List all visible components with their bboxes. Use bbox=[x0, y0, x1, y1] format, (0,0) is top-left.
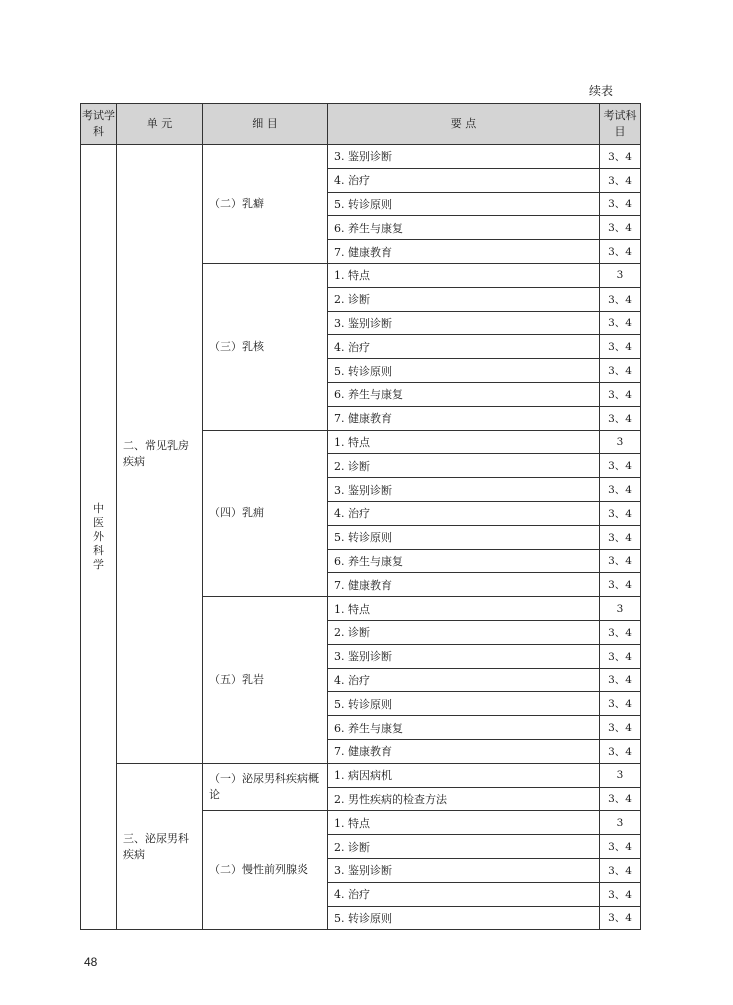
level-cell: 3、4 bbox=[600, 692, 641, 716]
point-cell: 3. 鉴别诊断 bbox=[328, 858, 600, 882]
point-cell: 6. 养生与康复 bbox=[328, 382, 600, 406]
point-cell: 7. 健康教育 bbox=[328, 573, 600, 597]
level-cell: 3、4 bbox=[600, 406, 641, 430]
subject-cell bbox=[81, 145, 117, 930]
point-cell: 2. 诊断 bbox=[328, 287, 600, 311]
level-cell: 3、4 bbox=[600, 454, 641, 478]
table-row bbox=[81, 145, 641, 169]
level-cell: 3、4 bbox=[600, 882, 641, 906]
item-cell: （一）泌尿男科疾病概论 bbox=[203, 763, 328, 811]
point-cell: 1. 特点 bbox=[328, 430, 600, 454]
level-cell: 3、4 bbox=[600, 311, 641, 335]
point-cell: 3. 鉴别诊断 bbox=[328, 311, 600, 335]
point-cell: 3. 鉴别诊断 bbox=[328, 478, 600, 502]
point-cell: 5. 转诊原则 bbox=[328, 192, 600, 216]
level-cell: 3、4 bbox=[600, 525, 641, 549]
point-cell: 7. 健康教育 bbox=[328, 406, 600, 430]
item-cell: （二）乳癖 bbox=[203, 145, 328, 264]
subject-label: 中医外科学 bbox=[93, 502, 104, 572]
point-cell: 3. 鉴别诊断 bbox=[328, 145, 600, 169]
level-cell: 3 bbox=[600, 811, 641, 835]
level-cell: 3、4 bbox=[600, 192, 641, 216]
level-cell: 3、4 bbox=[600, 168, 641, 192]
item-cell: （二）慢性前列腺炎 bbox=[203, 811, 328, 930]
point-cell: 1. 特点 bbox=[328, 597, 600, 621]
level-cell: 3、4 bbox=[600, 835, 641, 859]
level-cell: 3、4 bbox=[600, 549, 641, 573]
point-cell: 3. 鉴别诊断 bbox=[328, 644, 600, 668]
point-cell: 2. 诊断 bbox=[328, 835, 600, 859]
level-cell: 3、4 bbox=[600, 668, 641, 692]
point-cell: 5. 转诊原则 bbox=[328, 525, 600, 549]
level-cell: 3、4 bbox=[600, 858, 641, 882]
header-item: 细 目 bbox=[203, 104, 328, 145]
level-cell: 3、4 bbox=[600, 620, 641, 644]
header-level: 考试科目 bbox=[600, 104, 641, 145]
level-cell: 3 bbox=[600, 263, 641, 287]
point-cell: 1. 特点 bbox=[328, 263, 600, 287]
point-cell: 1. 病因病机 bbox=[328, 763, 600, 787]
item-cell: （三）乳核 bbox=[203, 263, 328, 430]
header-row bbox=[81, 104, 641, 145]
table-row bbox=[81, 763, 641, 787]
level-cell: 3、4 bbox=[600, 335, 641, 359]
header-point: 要 点 bbox=[328, 104, 600, 145]
item-cell: （五）乳岩 bbox=[203, 597, 328, 764]
level-cell: 3、4 bbox=[600, 906, 641, 930]
level-cell: 3、4 bbox=[600, 501, 641, 525]
level-cell: 3、4 bbox=[600, 287, 641, 311]
unit-cell: 二、常见乳房疾病 bbox=[117, 145, 203, 764]
point-cell: 4. 治疗 bbox=[328, 501, 600, 525]
point-cell: 1. 特点 bbox=[328, 811, 600, 835]
level-cell: 3、4 bbox=[600, 359, 641, 383]
level-cell: 3 bbox=[600, 763, 641, 787]
point-cell: 2. 诊断 bbox=[328, 454, 600, 478]
point-cell: 7. 健康教育 bbox=[328, 739, 600, 763]
point-cell: 7. 健康教育 bbox=[328, 240, 600, 264]
syllabus-table bbox=[80, 103, 641, 930]
item-cell: （四）乳痈 bbox=[203, 430, 328, 597]
point-cell: 6. 养生与康复 bbox=[328, 216, 600, 240]
point-cell: 4. 治疗 bbox=[328, 668, 600, 692]
point-cell: 6. 养生与康复 bbox=[328, 549, 600, 573]
point-cell: 5. 转诊原则 bbox=[328, 359, 600, 383]
continued-label: 续表 bbox=[589, 84, 614, 98]
level-cell: 3、4 bbox=[600, 573, 641, 597]
level-cell: 3、4 bbox=[600, 216, 641, 240]
level-cell: 3、4 bbox=[600, 644, 641, 668]
level-cell: 3 bbox=[600, 430, 641, 454]
header-subject: 考试学科 bbox=[81, 104, 117, 145]
point-cell: 5. 转诊原则 bbox=[328, 692, 600, 716]
point-cell: 4. 治疗 bbox=[328, 882, 600, 906]
level-cell: 3、4 bbox=[600, 739, 641, 763]
point-cell: 5. 转诊原则 bbox=[328, 906, 600, 930]
point-cell: 6. 养生与康复 bbox=[328, 716, 600, 740]
table-body bbox=[81, 145, 641, 930]
level-cell: 3、4 bbox=[600, 382, 641, 406]
level-cell: 3、4 bbox=[600, 240, 641, 264]
point-cell: 2. 诊断 bbox=[328, 620, 600, 644]
page-number: 48 bbox=[84, 955, 98, 969]
point-cell: 2. 男性疾病的检查方法 bbox=[328, 787, 600, 811]
unit-cell: 三、泌尿男科疾病 bbox=[117, 763, 203, 930]
level-cell: 3、4 bbox=[600, 716, 641, 740]
point-cell: 4. 治疗 bbox=[328, 335, 600, 359]
header-unit: 单 元 bbox=[117, 104, 203, 145]
level-cell: 3、4 bbox=[600, 787, 641, 811]
point-cell: 4. 治疗 bbox=[328, 168, 600, 192]
level-cell: 3、4 bbox=[600, 478, 641, 502]
level-cell: 3 bbox=[600, 597, 641, 621]
level-cell: 3、4 bbox=[600, 145, 641, 169]
